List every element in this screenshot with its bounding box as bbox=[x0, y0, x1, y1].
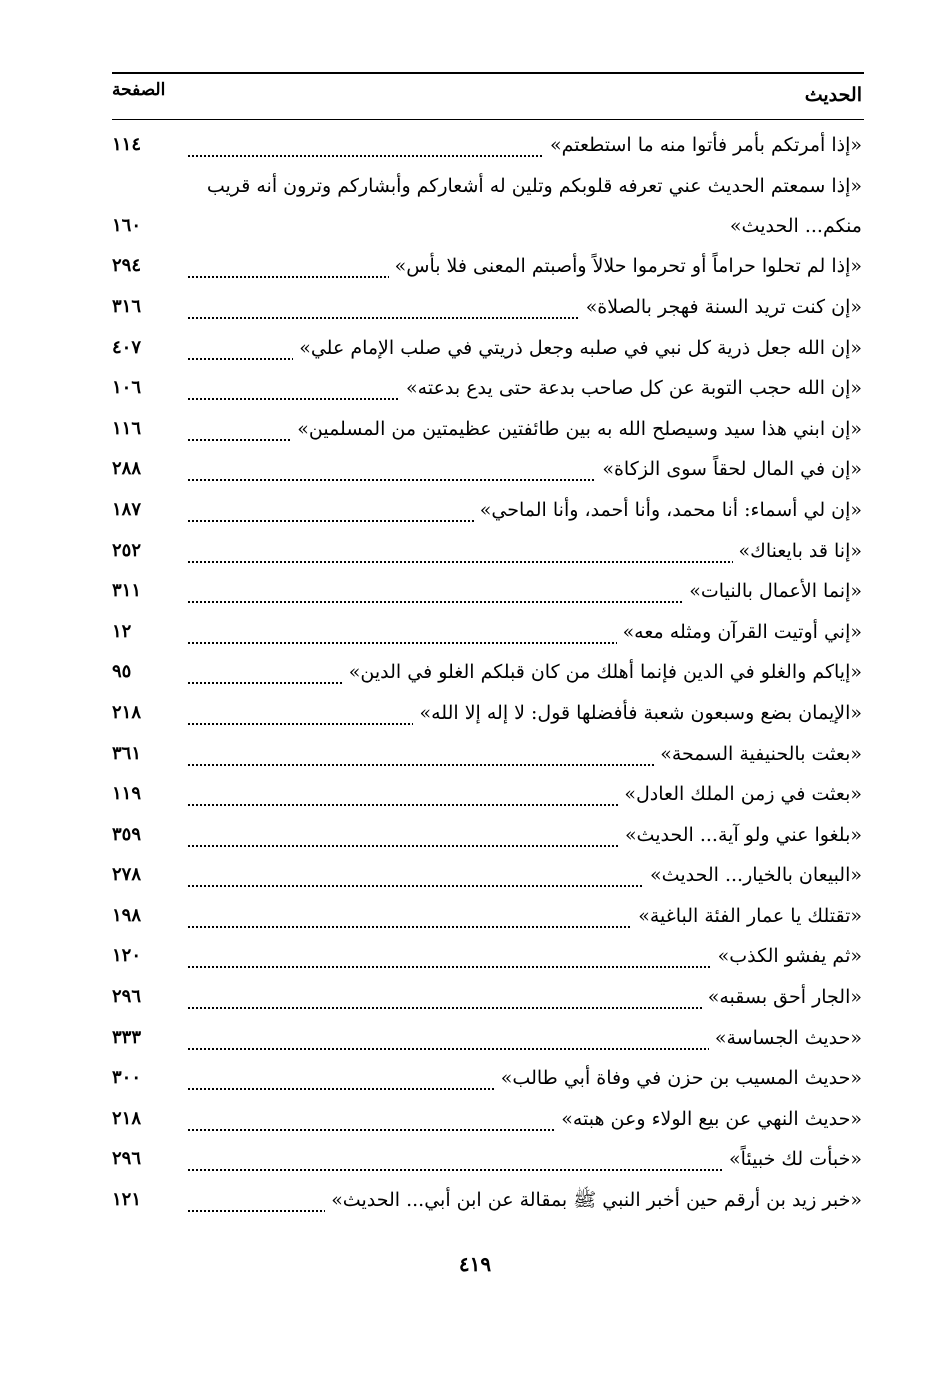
entry-text: «إني أوتيت القرآن ومثله معه» bbox=[617, 612, 862, 652]
entry-text: «إن لي أسماء: أنا محمد، وأنا أحمد، وأنا الماحي» bbox=[474, 490, 862, 530]
entry-page: ٢١٨ bbox=[112, 1099, 182, 1139]
entry-text: «خبأت لك خبيئاً» bbox=[723, 1139, 862, 1179]
top-rule bbox=[112, 72, 864, 74]
page-number: ٤١٩ bbox=[458, 1252, 492, 1276]
entry-page: ٢٩٦ bbox=[112, 977, 182, 1017]
entry-page: ٢٨٨ bbox=[112, 449, 182, 489]
entry-text: «ثم يفشو الكذب» bbox=[712, 936, 862, 976]
entry-page: ١٩٨ bbox=[112, 896, 182, 936]
entry-page: ١٠٦ bbox=[112, 368, 182, 408]
entry-page: ٣٦١ bbox=[112, 734, 182, 774]
entry-text: «إذا سمعتم الحديث عني تعرفه قلوبكم وتلين له أشعاركم وأبشاركم وترون أنه قريب منكم... الحديث» bbox=[176, 166, 862, 246]
entry-page: ١٢ bbox=[112, 612, 182, 652]
entry-text: «البيعان بالخيار... الحديث» bbox=[644, 855, 862, 895]
entry-text: «إذا لم تحلوا حراماً أو تحرموا حلالاً وأصبتم المعنى فلا بأس» bbox=[389, 246, 862, 286]
entry-page: ١٢١ bbox=[112, 1180, 182, 1220]
index-entry bbox=[112, 130, 862, 171]
entry-page: ٣٥٩ bbox=[112, 815, 182, 855]
column-header-page: الصفحة bbox=[112, 80, 166, 100]
entry-text: «الإيمان بضع وسبعون شعبة فأفضلها قول: لا إله إلا الله» bbox=[413, 693, 862, 733]
entry-page: ٢٩٤ bbox=[112, 246, 182, 286]
column-header-hadith: الحديث bbox=[804, 84, 862, 106]
hadith-index-list bbox=[112, 130, 862, 1226]
entry-text: «إنما الأعمال بالنيات» bbox=[683, 571, 862, 611]
entry-text: «بلغوا عني ولو آية... الحديث» bbox=[619, 815, 862, 855]
entry-page: ١٢٠ bbox=[112, 936, 182, 976]
entry-text: «إذا أمرتكم بأمر فأتوا منه ما استطعتم» bbox=[544, 125, 862, 165]
index-entry bbox=[112, 1185, 862, 1226]
entry-page: ٢٥٢ bbox=[112, 531, 182, 571]
entry-page: ٤٠٧ bbox=[112, 328, 182, 368]
entry-text: «إن الله جعل ذرية كل نبي في صلبه وجعل ذريتي في صلب الإمام علي» bbox=[293, 328, 862, 368]
entry-text: «إياكم والغلو في الدين فإنما أهلك من كان قبلكم الغلو في الدين» bbox=[343, 652, 862, 692]
entry-text: «إن الله حجب التوبة عن كل صاحب بدعة حتى يدع بدعته» bbox=[400, 368, 862, 408]
entry-page: ٣١٦ bbox=[112, 287, 182, 327]
entry-page: ١٦٠ bbox=[112, 206, 182, 246]
entry-text: «بعثت بالحنيفية السمحة» bbox=[654, 734, 862, 774]
header-underline bbox=[112, 119, 864, 120]
entry-page: ٣٣٣ bbox=[112, 1018, 182, 1058]
entry-text: «حديث النهي عن بيع الولاء وعن هبته» bbox=[555, 1099, 862, 1139]
entry-page: ٢١٨ bbox=[112, 693, 182, 733]
entry-text: «حديث المسيب بن حزن في وفاة أبي طالب» bbox=[495, 1058, 862, 1098]
entry-page: ١٨٧ bbox=[112, 490, 182, 530]
entry-page: ١١٩ bbox=[112, 774, 182, 814]
entry-text: «إنا قد بايعناك» bbox=[733, 531, 862, 571]
entry-page: ٢٧٨ bbox=[112, 855, 182, 895]
entry-text: «حديث الجساسة» bbox=[709, 1018, 862, 1058]
entry-page: ٣٠٠ bbox=[112, 1058, 182, 1098]
entry-text: «خبر زيد بن أرقم حين أخبر النبي ﷺ بمقالة عن ابن أبي... الحديث» bbox=[325, 1180, 862, 1220]
entry-text: «بعثت في زمن الملك العادل» bbox=[618, 774, 862, 814]
entry-page: ١١٦ bbox=[112, 409, 182, 449]
entry-page: ١١٤ bbox=[112, 125, 182, 165]
entry-text: «إن ابني هذا سيد وسيصلح الله به بين طائفتين عظيمتين من المسلمين» bbox=[291, 409, 862, 449]
entry-page: ٩٥ bbox=[112, 652, 182, 692]
entry-page: ٢٩٦ bbox=[112, 1139, 182, 1179]
entry-text: «الجار أحق بسقبه» bbox=[702, 977, 862, 1017]
entry-text: «تقتلك يا عمار الفئة الباغية» bbox=[632, 896, 862, 936]
entry-page: ٣١١ bbox=[112, 571, 182, 611]
entry-text: «إن في المال لحقاً سوى الزكاة» bbox=[596, 449, 862, 489]
entry-text: «إن كنت تريد السنة فهجر بالصلاة» bbox=[580, 287, 862, 327]
index-entry bbox=[112, 171, 862, 252]
